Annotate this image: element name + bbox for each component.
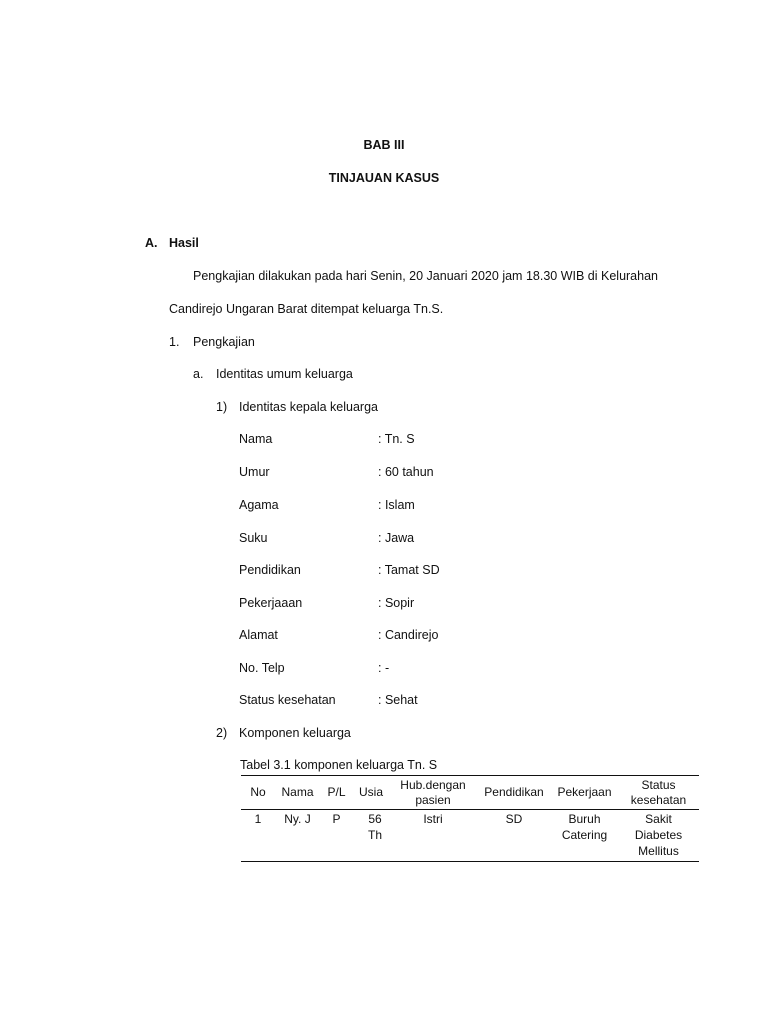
column-header: Pendidikan <box>484 785 544 799</box>
subsection-label: Pengkajian <box>193 335 255 349</box>
column-header: Usia <box>358 785 383 799</box>
table-cell: Istri <box>423 812 443 826</box>
identity-label: Umur <box>239 465 270 479</box>
table-header-row <box>241 776 699 810</box>
table-cell: 56 Th <box>367 812 382 842</box>
section-label: Hasil <box>169 236 199 250</box>
column-header: Nama <box>281 785 314 799</box>
item1-label: Identitas kepala keluarga <box>239 400 378 414</box>
identity-label: Nama <box>239 432 273 446</box>
subsubsection-marker: a. <box>193 367 204 381</box>
family-table <box>241 775 699 862</box>
identity-value: : Candirejo <box>378 628 439 642</box>
identity-value: : 60 tahun <box>378 465 434 479</box>
table-caption: Tabel 3.1 komponen keluarga Tn. S <box>240 758 438 772</box>
table-cell: 1 <box>254 812 262 826</box>
column-header: No <box>250 785 266 799</box>
paragraph-line-1: Pengkajian dilakukan pada hari Senin, 20 Januari 2020 jam 18.30 WIB di Kelurahan <box>193 269 658 283</box>
item2-label: Komponen keluarga <box>239 726 351 740</box>
identity-label: Pendidikan <box>239 563 301 577</box>
column-header: Status kesehatan <box>630 777 687 807</box>
item2-marker: 2) <box>216 726 228 740</box>
column-header: Pekerjaan <box>557 785 612 799</box>
subsubsection-label: Identitas umum keluarga <box>216 367 353 381</box>
item1-marker: 1) <box>216 400 228 414</box>
identity-label: Alamat <box>239 628 278 642</box>
chapter-heading: BAB III <box>363 138 405 152</box>
table-cell: Buruh Catering <box>561 812 608 842</box>
table-cell: P <box>332 812 341 826</box>
table-cell: SD <box>505 812 523 826</box>
subsection-marker: 1. <box>169 335 180 349</box>
chapter-title: TINJAUAN KASUS <box>328 171 440 185</box>
identity-value: : Tn. S <box>378 432 415 446</box>
column-header: Hub.dengan pasien <box>400 777 466 807</box>
table-row <box>241 810 699 862</box>
identity-label: No. Telp <box>239 661 285 675</box>
identity-value: : Jawa <box>378 531 415 545</box>
section-marker: A. <box>145 236 158 250</box>
identity-value: : Islam <box>378 498 415 512</box>
identity-value: : Sehat <box>378 693 418 707</box>
identity-label: Suku <box>239 531 268 545</box>
paragraph-line-2: Candirejo Ungaran Barat ditempat keluarga Tn.S. <box>169 302 444 316</box>
identity-label: Status kesehatan <box>239 693 336 707</box>
table-cell: Sakit Diabetes Mellitus <box>634 812 683 858</box>
identity-value: : Sopir <box>378 596 415 610</box>
table-cell: Ny. J <box>284 812 311 826</box>
identity-label: Agama <box>239 498 279 512</box>
identity-value: : - <box>378 661 390 675</box>
identity-value: : Tamat SD <box>378 563 440 577</box>
identity-label: Pekerjaaan <box>239 596 303 610</box>
column-header: P/L <box>327 785 346 799</box>
